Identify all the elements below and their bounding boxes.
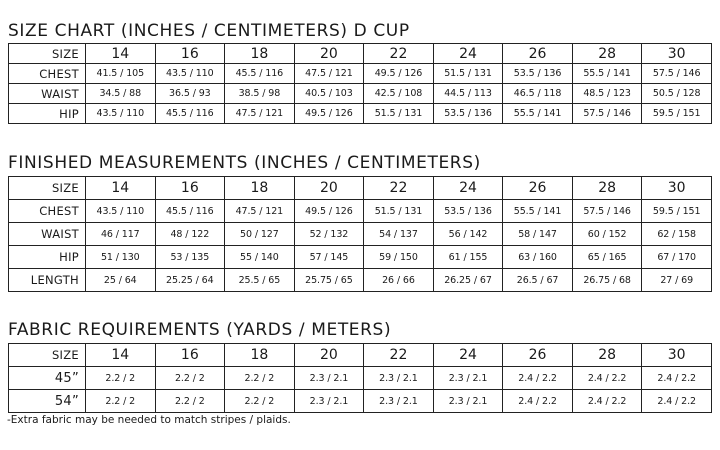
value-cell: 53.5 / 136 (503, 64, 573, 84)
value-cell: 57.5 / 146 (572, 200, 642, 223)
table-row (9, 269, 712, 292)
value-cell: 53.5 / 136 (433, 104, 503, 124)
row-label: HIP (9, 246, 86, 269)
row-label: WAIST (9, 223, 86, 246)
size-header-cell: 28 (572, 344, 642, 367)
size-header-cell: 24 (433, 344, 503, 367)
size-header-cell: 14 (86, 344, 156, 367)
value-cell: 49.5 / 126 (294, 104, 364, 124)
table-row (9, 367, 712, 390)
value-cell: 58 / 147 (503, 223, 573, 246)
value-cell: 60 / 152 (572, 223, 642, 246)
value-cell: 40.5 / 103 (294, 84, 364, 104)
value-cell: 50 / 127 (225, 223, 295, 246)
size-header-cell: 22 (364, 44, 434, 64)
value-cell: 67 / 170 (642, 246, 712, 269)
value-cell: 59.5 / 151 (642, 104, 712, 124)
finished-measurements-title: FINISHED MEASUREMENTS (INCHES / CENTIMETERS) (8, 153, 481, 173)
value-cell: 43.5 / 110 (86, 200, 156, 223)
size-header-label: SIZE (9, 344, 86, 367)
value-cell: 51.5 / 131 (364, 200, 434, 223)
size-header-label: SIZE (9, 44, 86, 64)
value-cell: 2.4 / 2.2 (572, 367, 642, 390)
size-header-cell: 30 (642, 44, 712, 64)
value-cell: 42.5 / 108 (364, 84, 434, 104)
size-header-cell: 26 (503, 44, 573, 64)
value-cell: 43.5 / 110 (86, 104, 156, 124)
value-cell: 63 / 160 (503, 246, 573, 269)
value-cell: 2.3 / 2.1 (294, 367, 364, 390)
row-label: WAIST (9, 84, 86, 104)
value-cell: 51.5 / 131 (433, 64, 503, 84)
table-row (9, 246, 712, 269)
table-row (9, 84, 712, 104)
size-header-cell: 26 (503, 177, 573, 200)
value-cell: 25.75 / 65 (294, 269, 364, 292)
finished-measurements-table (8, 176, 712, 292)
value-cell: 48.5 / 123 (572, 84, 642, 104)
extra-fabric-note: -Extra fabric may be needed to match stripes / plaids. (7, 414, 291, 426)
size-header-cell: 22 (364, 344, 434, 367)
value-cell: 2.3 / 2.1 (433, 367, 503, 390)
size-header-cell: 14 (86, 44, 156, 64)
value-cell: 55.5 / 141 (503, 104, 573, 124)
value-cell: 53.5 / 136 (433, 200, 503, 223)
row-label: CHEST (9, 200, 86, 223)
table-row (9, 390, 712, 413)
value-cell: 26.75 / 68 (572, 269, 642, 292)
value-cell: 45.5 / 116 (225, 64, 295, 84)
size-header-cell: 18 (225, 44, 295, 64)
value-cell: 46.5 / 118 (503, 84, 573, 104)
size-header-row (9, 44, 712, 64)
size-header-cell: 18 (225, 344, 295, 367)
size-header-cell: 22 (364, 177, 434, 200)
row-label: 54” (9, 390, 86, 413)
value-cell: 55.5 / 141 (503, 200, 573, 223)
value-cell: 47.5 / 121 (225, 200, 295, 223)
value-cell: 57.5 / 146 (572, 104, 642, 124)
size-header-label: SIZE (9, 177, 86, 200)
value-cell: 61 / 155 (433, 246, 503, 269)
table-row (9, 64, 712, 84)
size-header-cell: 16 (155, 44, 225, 64)
value-cell: 55 / 140 (225, 246, 295, 269)
size-header-cell: 20 (294, 177, 364, 200)
value-cell: 2.4 / 2.2 (503, 390, 573, 413)
table-row (9, 104, 712, 124)
value-cell: 41.5 / 105 (86, 64, 156, 84)
size-header-cell: 26 (503, 344, 573, 367)
size-chart-table (8, 43, 712, 124)
size-header-row (9, 344, 712, 367)
value-cell: 2.2 / 2 (155, 390, 225, 413)
value-cell: 47.5 / 121 (294, 64, 364, 84)
value-cell: 2.4 / 2.2 (642, 390, 712, 413)
table-row (9, 200, 712, 223)
fabric-requirements-title: FABRIC REQUIREMENTS (YARDS / METERS) (8, 320, 392, 340)
value-cell: 57 / 145 (294, 246, 364, 269)
value-cell: 2.3 / 2.1 (364, 367, 434, 390)
value-cell: 44.5 / 113 (433, 84, 503, 104)
value-cell: 49.5 / 126 (294, 200, 364, 223)
size-header-cell: 14 (86, 177, 156, 200)
row-label: 45” (9, 367, 86, 390)
value-cell: 49.5 / 126 (364, 64, 434, 84)
value-cell: 2.3 / 2.1 (364, 390, 434, 413)
value-cell: 25 / 64 (86, 269, 156, 292)
size-header-cell: 16 (155, 344, 225, 367)
value-cell: 59 / 150 (364, 246, 434, 269)
value-cell: 45.5 / 116 (155, 104, 225, 124)
size-header-cell: 28 (572, 177, 642, 200)
value-cell: 54 / 137 (364, 223, 434, 246)
value-cell: 2.4 / 2.2 (503, 367, 573, 390)
value-cell: 25.25 / 64 (155, 269, 225, 292)
size-header-cell: 30 (642, 344, 712, 367)
size-header-cell: 24 (433, 44, 503, 64)
value-cell: 47.5 / 121 (225, 104, 295, 124)
size-header-cell: 24 (433, 177, 503, 200)
value-cell: 27 / 69 (642, 269, 712, 292)
size-header-cell: 28 (572, 44, 642, 64)
size-header-cell: 16 (155, 177, 225, 200)
row-label: CHEST (9, 64, 86, 84)
value-cell: 2.2 / 2 (225, 367, 295, 390)
value-cell: 65 / 165 (572, 246, 642, 269)
value-cell: 2.3 / 2.1 (294, 390, 364, 413)
value-cell: 51.5 / 131 (364, 104, 434, 124)
size-header-cell: 18 (225, 177, 295, 200)
value-cell: 52 / 132 (294, 223, 364, 246)
value-cell: 2.3 / 2.1 (433, 390, 503, 413)
value-cell: 26.5 / 67 (503, 269, 573, 292)
value-cell: 43.5 / 110 (155, 64, 225, 84)
value-cell: 36.5 / 93 (155, 84, 225, 104)
value-cell: 25.5 / 65 (225, 269, 295, 292)
row-label: HIP (9, 104, 86, 124)
table-row (9, 223, 712, 246)
value-cell: 26 / 66 (364, 269, 434, 292)
size-header-cell: 20 (294, 344, 364, 367)
value-cell: 62 / 158 (642, 223, 712, 246)
value-cell: 56 / 142 (433, 223, 503, 246)
value-cell: 59.5 / 151 (642, 200, 712, 223)
value-cell: 55.5 / 141 (572, 64, 642, 84)
value-cell: 34.5 / 88 (86, 84, 156, 104)
value-cell: 45.5 / 116 (155, 200, 225, 223)
value-cell: 57.5 / 146 (642, 64, 712, 84)
size-chart-title: SIZE CHART (INCHES / CENTIMETERS) D CUP (8, 21, 410, 41)
size-header-cell: 30 (642, 177, 712, 200)
value-cell: 50.5 / 128 (642, 84, 712, 104)
value-cell: 26.25 / 67 (433, 269, 503, 292)
value-cell: 51 / 130 (86, 246, 156, 269)
value-cell: 53 / 135 (155, 246, 225, 269)
row-label: LENGTH (9, 269, 86, 292)
value-cell: 2.2 / 2 (155, 367, 225, 390)
value-cell: 2.2 / 2 (225, 390, 295, 413)
size-header-row (9, 177, 712, 200)
value-cell: 46 / 117 (86, 223, 156, 246)
value-cell: 38.5 / 98 (225, 84, 295, 104)
value-cell: 2.2 / 2 (86, 367, 156, 390)
value-cell: 2.4 / 2.2 (642, 367, 712, 390)
value-cell: 2.4 / 2.2 (572, 390, 642, 413)
fabric-requirements-table (8, 343, 712, 413)
value-cell: 48 / 122 (155, 223, 225, 246)
size-header-cell: 20 (294, 44, 364, 64)
value-cell: 2.2 / 2 (86, 390, 156, 413)
